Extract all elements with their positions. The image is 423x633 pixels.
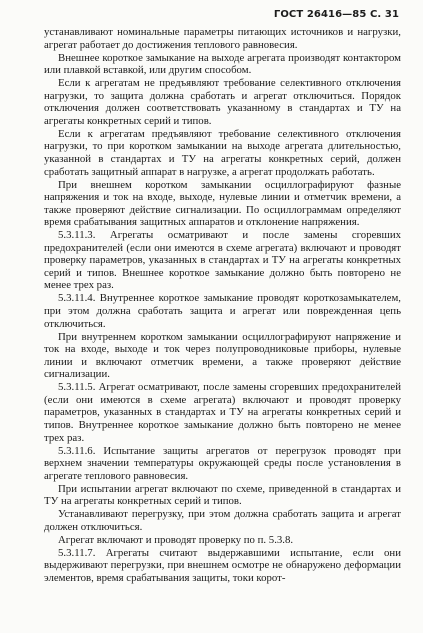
- paragraph-8: При внутреннем коротком замыкании осциллографируют напряжение и ток на входе, выходе и ток через полупроводниковые приборы, нулевые линии и включают отметчик времени, а также проверяют действие сигнализации.: [44, 330, 401, 381]
- paragraph-3: Если к агрегатам не предъявляют требование селективного отключения нагрузки, то защита должна сработать и агрегат отключиться. Порядок отключения должен соответствовать указанному в стандартах и ТУ на агрегаты конкретных серий и типов.: [44, 77, 401, 127]
- section-5-3-11-5: 5.3.11.5. Агрегат осматривают, после замены сгоревших предохранителей (если они имеются в схеме агрегата) включают и проводят проверку параметров, указанных в стандартах и ТУ на агрегаты конкретных серий и типов. Внутреннее короткое замыкание должно быть повторено не менее трех раз.: [44, 381, 401, 444]
- paragraph-4: Если к агрегатам предъявляют требование селективного отключения нагрузки, то при коротком замыкании на выходе агрегата длительностью, указанной в стандартах и ТУ на агрегаты конкретных серий, должен сработать защитный аппарат в нагрузке, а агрегат продолжать работать.: [44, 127, 401, 178]
- section-5-3-11-4: 5.3.11.4. Внутреннее короткое замыкание проводят короткозамыкателем, при этом должна сработать защита и агрегат или поврежденная цепь отключиться.: [44, 292, 401, 330]
- document-body: [44, 26, 401, 585]
- section-5-3-11-7: 5.3.11.7. Агрегаты считают выдержавшими испытание, если они выдерживают перегрузки, при внешнем осмотре не обнаружено деформации элементов, время срабатывания защиты, токи корот-: [44, 546, 401, 585]
- section-5-3-11-6: 5.3.11.6. Испытание защиты агрегатов от перегрузок проводят при верхнем значении температуры окружающей среды после установления в агрегате теплового равновесия.: [44, 444, 401, 482]
- page-header: ГОСТ 26416—85 С. 31: [273, 9, 399, 20]
- paragraph-2: Внешнее короткое замыкание на выходе агрегата производят контактором или плавкой вставкой, или другим способом.: [44, 51, 401, 77]
- paragraph-5: При внешнем коротком замыкании осциллографируют фазные напряжения и ток на входе, выходе, нулевые линии и отметчик времени, а также проверяют действие сигнализации. По осциллограммам определяют время срабатывания защитных аппаратов и отклонение напряжения.: [44, 178, 401, 229]
- paragraph-1: устанавливают номинальные параметры питающих источников и нагрузки, агрегат работает до достижения теплового равновесия.: [44, 26, 401, 51]
- section-5-3-11-3: 5.3.11.3. Агрегаты осматривают и после замены сгоревших предохранителей (если они имеются в схеме агрегата) включают и проводят проверку параметров, указанных в стандартах и ТУ на агрегаты конкретных серий и типов. Внешнее короткое замыкание должно быть повторено не менее трех раз.: [44, 229, 401, 292]
- paragraph-11: При испытании агрегат включают по схеме, приведенной в стандартах и ТУ на агрегаты конкретных серий и типов.: [44, 482, 401, 508]
- paragraph-12: Устанавливают перегрузку, при этом должна сработать защита и агрегат должен отключиться.: [44, 508, 401, 533]
- paragraph-13: Агрегат включают и проводят проверку по п. 5.3.8.: [58, 533, 294, 546]
